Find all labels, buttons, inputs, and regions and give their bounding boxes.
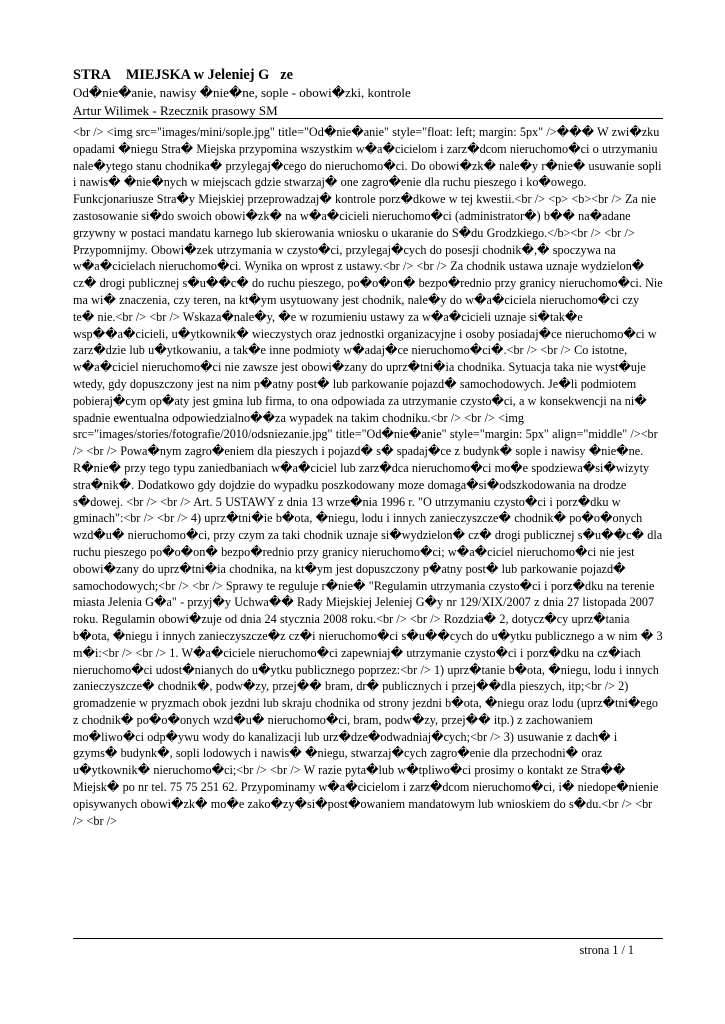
article-body — [73, 124, 663, 829]
article-author: Artur Wilimek - Rzecznik prasowy SM — [73, 103, 278, 118]
footer-divider — [73, 938, 663, 939]
article-body-text: <br /> <img src="images/mini/sople.jpg" title="Od�nie�anie" style="float: left; margin: 5px" />��� W zwi�zku opadami �niegu Stra� Miejska przypomina wszystkim w�a�cicielom i zarz�dcom nieruchomo�ci o utrzymaniu nale�ytego stanu chodnika� przylegaj�cego do nieruchomo�ci. Do obowi�zk� nale�y r�nie� usuwanie sopli i nawis� �nie�nych w miejscach gdzie stwarzaj� one zagro�enie dla ruchu pieszego i ko�owego. Funkcjonariusze Stra�y Miejskiej przeprowadzaj� kontrole porz�dkowe w tej kwestii.<br /> <p> <b><br /> Za nie zastosowanie si�do swoich obowi�zk� na w�a�cicieli nieruchomo�ci (administrator�) b�� na�adane grzywny w postaci mandatu karnego lub skierowania wniosku o ukaranie do S�du Grodzkiego.</b><br /> <br /> Przypomnijmy. Obowi�zek utrzymania w czysto�ci, przylegaj�cych do posesji chodnik�,� spoczywa na w�a�cicielach nieruchomo�ci. Wynika on wprost z ustawy.<br /> <br /> Za chodnik ustawa uznaje wydzielon� cz� drogi publicznej s�u��c� do ruchu pieszego, po�o�on� bezpo�rednio przy granicy nieruchomo�ci. Nie ma wi� znaczenia, czy teren, na kt�ym usytuowany jest chodnik, nale�y do w�a�ciciela nieruchomo�ci czy te� nie.<br /> <br /> Wskaza�nale�y, �e w rozumieniu ustawy za w�a�cicieli uznaje si�tak�e wsp��a�cicieli, u�ytkownik� wieczystych oraz jednostki organizacyjne i osoby posiadaj�ce nieruchomo�ci w zarz�dzie lub u�ytkowaniu, a tak�e inne podmioty w�adaj�ce nieruchomo�ci�.<br /> <br /> Co istotne, w�a�ciciel nieruchomo�ci nie zawsze jest obowi�zany do uprz�tni�ia chodnika. Sytuacja taka nie wyst�uje wtedy, gdy dopuszczony jest na nim p�atny post� lub parkowanie pojazd� samochodowych. Je�li podmiotem pobieraj�cym op�aty jest gmina lub firma, to ona odpowiada za utrzymanie czysto�ci, a w konsekwencji na ni� spadnie ewentualna odpowiedzialno��za wypadek na takim chodniku.<br /> <br /> <img src="images/stories/fotografie/2010/odsniezanie.jpg" title="Od�nie�anie" style="margin: 5px" align="middle" /><br /> <br /> Powa�nym zagro�eniem dla pieszych i pojazd� s� spadaj�ce z budynk� sople i nawisy �nie�ne. R�nie� przy tego typu zaniedbaniach w�a�ciciel lub zarz�dca nieruchomo�ci mo�e spodziewa�si�wizyty stra�nik�. Dodatkowo gdy dojdzie do wypadku poszkodowany moze domaga�si�odszkodowania na drodze s�dowej. <br /> <br /> Art. 5 USTAWY z dnia 13 wrze�nia 1996 r. "O utrzymaniu czysto�ci i porz�dku w gminach":<br /> <br /> 4) uprz�tni�ie b�ota, �niegu, lodu i innych zanieczyszcze� chodnik� po�o�onych wzd�u� nieruchomo�ci, przy czym za taki chodnik uznaje si�wydzielon� cz� drogi publicznej s�u��c� dla ruchu pieszego po�o�on� bezpo�rednio przy granicy nieruchomo�ci; w�a�ciciel nieruchomo�ci nie jest obowi�zany do uprz�tni�ia chodnika, na kt�ym jest dopuszczony p�atny post� lub parkowanie pojazd� samochodowych;<br /> <br /> Sprawy te reguluje r�nie� "Regulamin utrzymania czysto�ci i porz�dku na terenie miasta Jelenia G�a" - przyj�y Uchwa�� Rady Miejskiej Jeleniej G�y nr 129/XIX/2007 z dnia 27 listopada 2007 roku. Regulamin obowi�zuje od dnia 24 stycznia 2008 roku.<br /> <br /> Rozdzia� 2, dotycz�cy uprz�tania b�ota, �niegu i innych zanieczyszcze�z cz�i nieruchomo�ci s�u��cych do u�ytku publicznego a w nim � 3 m�i:<br /> <br /> 1. W�a�ciciele nieruchomo�ci zapewniaj� utrzymanie czysto�ci i porz�dku na cz�iach nieruchomo�ci udost�nianych do u�ytku publicznego poprzez:<br /> 1) uprz�tanie b�ota, �niegu, lodu i innych zanieczyszcze� chodnik�, podw�zy, przej�� bram, dr� publicznych i przej��dla pieszych, itp;<br /> 2) gromadzenie w pryzmach obok jezdni lub skraju chodnika od strony jezdni b�ota, �niegu oraz lodu (uprz�tni�ego z chodnik� po�o�onych wzd�u� nieruchomo�ci, bram, podw�zy, przej�� itp.) z zachowaniem mo�liwo�ci odp�ywu wody do kanalizacji lub urz�dze�odwadniaj�cych;<br /> 3) usuwanie z dach� i gzyms� budynk�, sopli lodowych i nawis� �niegu, stwarzaj�cych zagro�enie dla przechodni� oraz u�ytkownik� nieruchomo�ci;<br /> <br /> W razie pyta�lub w�tpliwo�ci prosimy o kontakt ze Stra�� Miejsk� po nr tel. 75 75 251 62. Przypominamy w�a�cicielom i zarz�dcom nieruchomo�ci, i� niedope�nienie opisywanych obowi�zk� mo�e zako�zy�si�post�owaniem mandatowym lub wnioskiem do s�du.<br /> <br /> <br /> — [73, 125, 663, 828]
page-title: STRA  MIEJSKA w Jeleniej G ze — [73, 67, 294, 83]
article-subtitle: Od�nie�anie, nawisy �nie�ne, sople - obowi�zki, kontrole — [73, 85, 411, 100]
document-header — [73, 66, 663, 119]
page-number: strona 1 / 1 — [579, 943, 634, 957]
header-divider — [73, 118, 663, 119]
